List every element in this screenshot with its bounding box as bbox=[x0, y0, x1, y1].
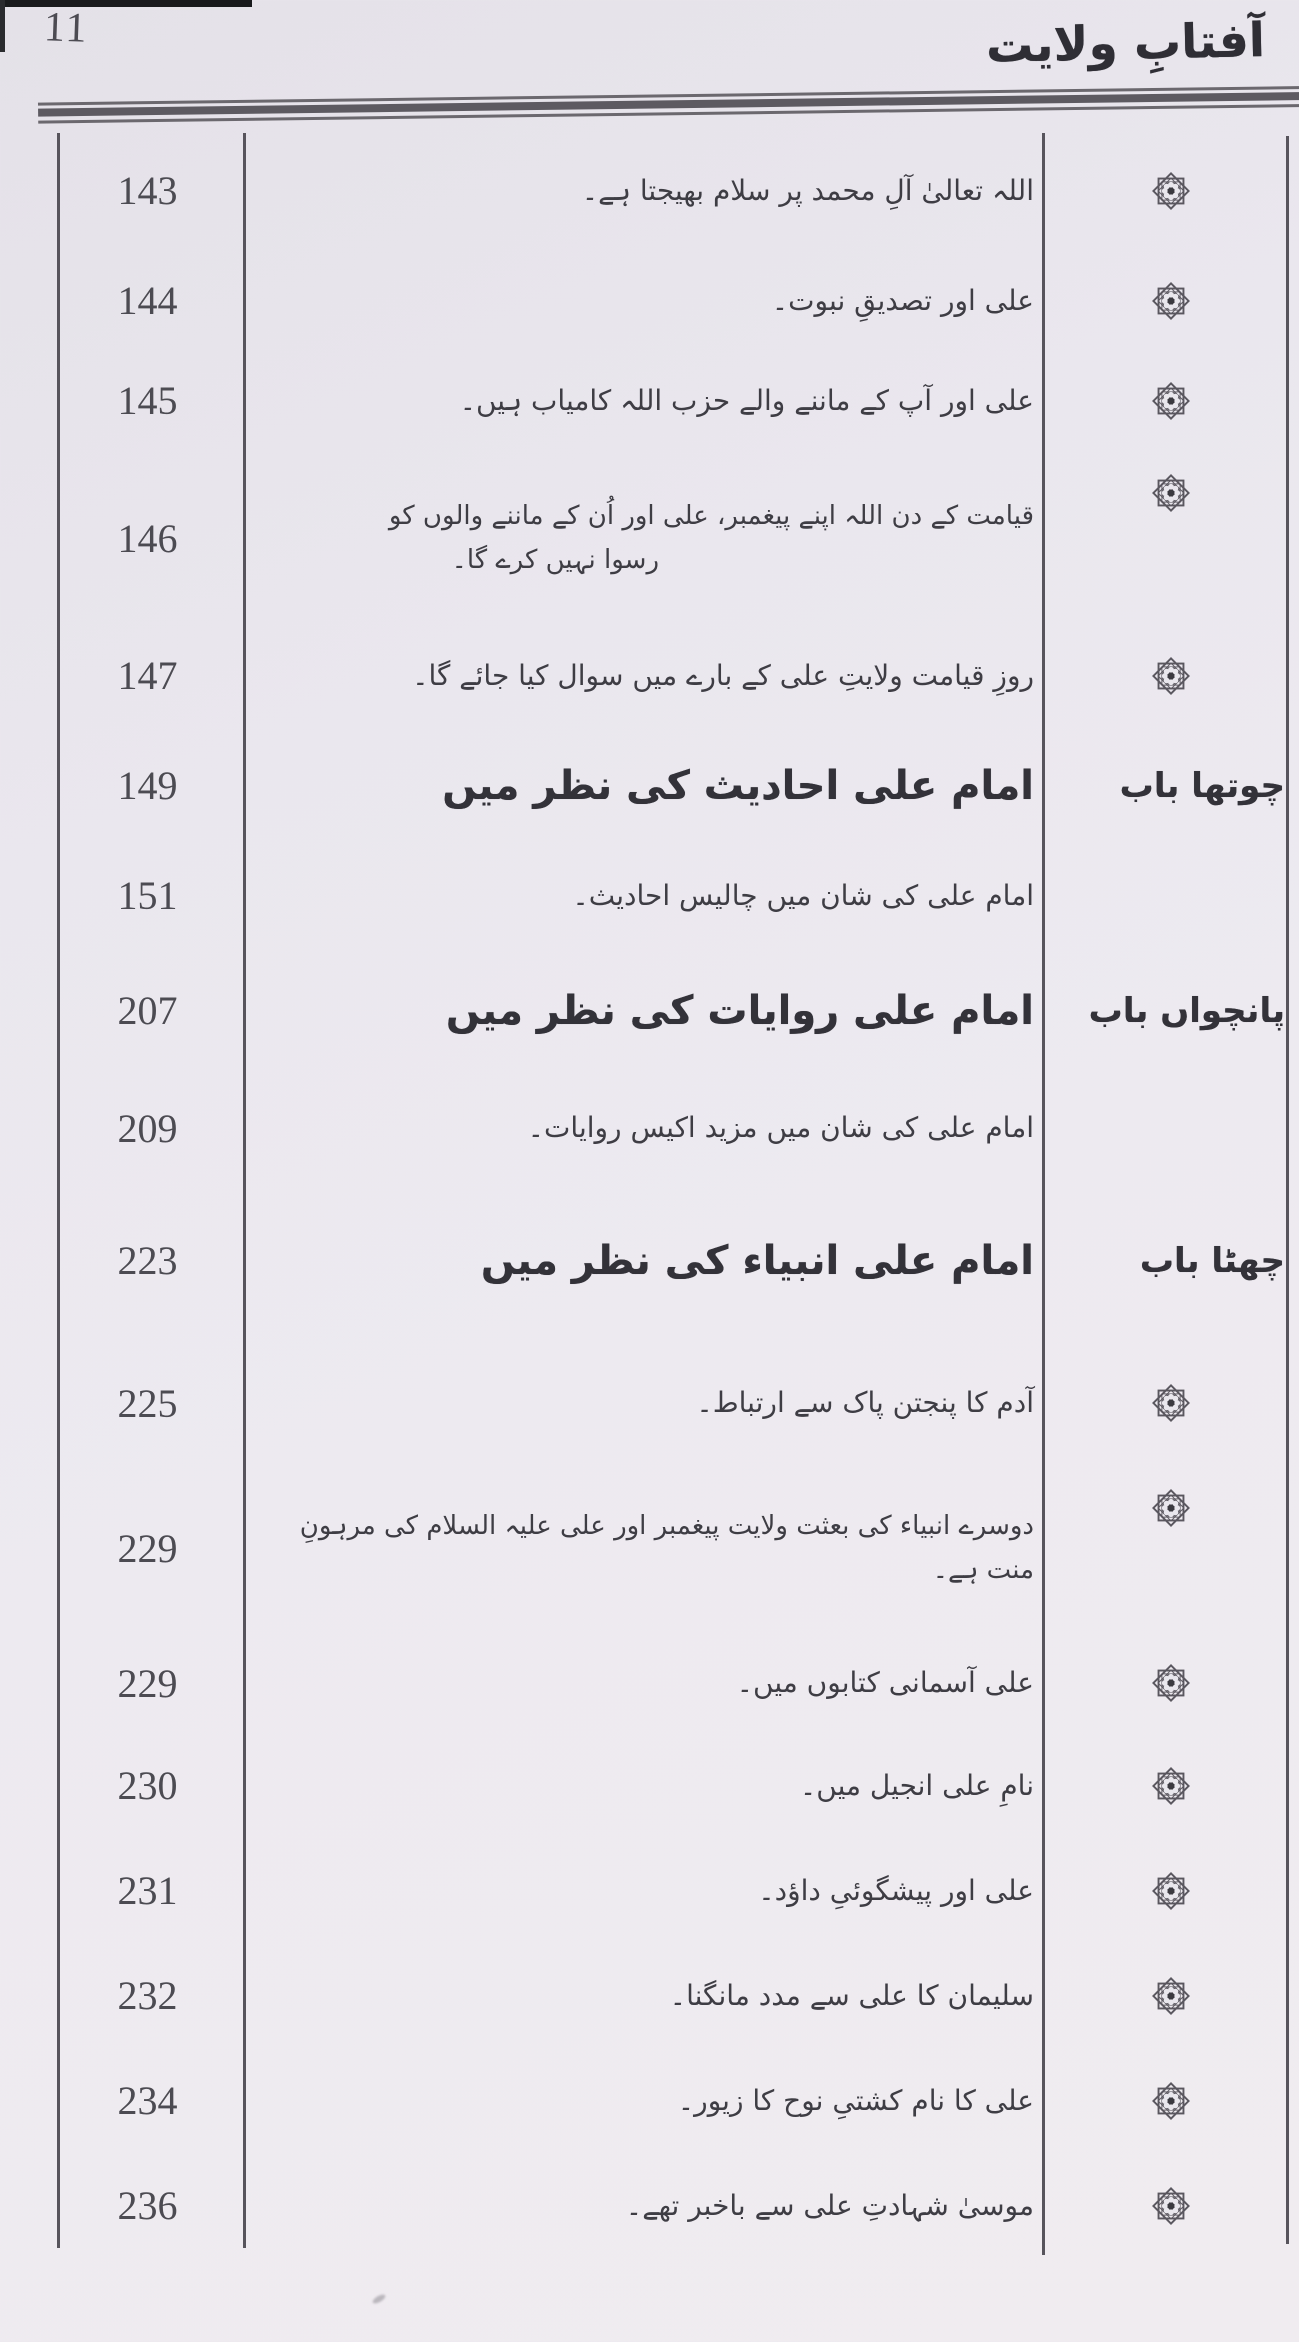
toc-page-number: 230 bbox=[117, 1763, 178, 1808]
toc-page-number: 144 bbox=[117, 278, 178, 323]
toc-entry-text: سلیمان کا علی سے مدد مانگنا۔ bbox=[669, 1978, 1034, 2012]
chapter-label: پانچواں باب bbox=[1088, 990, 1285, 1031]
toc-entry bbox=[243, 1343, 1042, 1463]
rosette-icon bbox=[1148, 1868, 1194, 1914]
toc-table bbox=[0, 133, 1299, 2258]
toc-entry-text: آدم کا پنجتن پاک سے ارتباط۔ bbox=[696, 1386, 1034, 1420]
toc-page-number: 146 bbox=[117, 515, 178, 561]
toc-entry-text: علی آسمانی کتابوں میں۔ bbox=[736, 1666, 1034, 1700]
table-row bbox=[0, 1463, 1299, 1633]
ornament-cell bbox=[1042, 248, 1299, 353]
toc-entry bbox=[243, 628, 1042, 723]
toc-page-number: 207 bbox=[117, 988, 178, 1033]
ornament-cell bbox=[1042, 848, 1299, 943]
toc-entry bbox=[243, 133, 1042, 248]
header-rule bbox=[38, 86, 1299, 124]
table-row bbox=[0, 1943, 1299, 2048]
table-row bbox=[0, 248, 1299, 353]
toc-entry-text: علی کا نام کشتیِ نوح کا زیور۔ bbox=[677, 2083, 1034, 2117]
toc-entry-text: قیامت کے دن اللہ اپنے پیغمبر، علی اور اُن کے ماننے والوں کو bbox=[388, 500, 1034, 531]
ornament-cell bbox=[1042, 448, 1299, 628]
toc-page-number: 223 bbox=[117, 1238, 178, 1283]
scan-edge-artifact-left bbox=[0, 0, 5, 52]
table-row bbox=[0, 353, 1299, 448]
toc-entry bbox=[243, 1178, 1042, 1343]
toc-page-number: 234 bbox=[117, 2078, 178, 2123]
table-row bbox=[0, 2153, 1299, 2258]
ornament-cell bbox=[1042, 1178, 1299, 1343]
toc-page-number: 143 bbox=[117, 168, 178, 213]
ornament-cell bbox=[1042, 1343, 1299, 1463]
ornament-cell bbox=[1042, 1463, 1299, 1633]
toc-page-number: 151 bbox=[117, 873, 178, 918]
ornament-cell bbox=[1042, 1943, 1299, 2048]
rosette-icon bbox=[1148, 1973, 1194, 2019]
book-title: آفتابِ ولایت bbox=[985, 13, 1266, 74]
scan-edge-artifact-top bbox=[0, 0, 252, 7]
table-row bbox=[0, 723, 1299, 848]
toc-page-number: 229 bbox=[117, 1660, 178, 1706]
table-row bbox=[0, 1733, 1299, 1838]
toc-entry bbox=[243, 353, 1042, 448]
table-row bbox=[0, 2048, 1299, 2153]
rosette-icon bbox=[1148, 278, 1194, 324]
table-row bbox=[0, 848, 1299, 943]
table-row bbox=[0, 1633, 1299, 1733]
scan-speck bbox=[371, 2293, 386, 2305]
ornament-cell bbox=[1042, 353, 1299, 448]
rosette-icon bbox=[1148, 168, 1194, 214]
toc-page-number: 232 bbox=[117, 1973, 178, 2018]
rosette-icon bbox=[1148, 2183, 1194, 2229]
toc-entry-text: روزِ قیامت ولایتِ علی کے بارے میں سوال کیا جائے گا۔ bbox=[412, 658, 1034, 692]
table-row bbox=[0, 1078, 1299, 1178]
toc-entry-text: امام علی کی شان میں چالیس احادیث۔ bbox=[572, 878, 1034, 912]
toc-entry-text: علی اور پیشگوئیِ داؤد۔ bbox=[758, 1873, 1034, 1907]
ornament-cell bbox=[1042, 723, 1299, 848]
toc-entry bbox=[243, 1463, 1042, 1633]
toc-page-number: 209 bbox=[117, 1105, 178, 1151]
toc-entry-text: نامِ علی انجیل میں۔ bbox=[799, 1768, 1034, 1802]
toc-page-number: 225 bbox=[117, 1380, 178, 1426]
toc-entry-text-continuation: منت ہے۔ bbox=[932, 1555, 1034, 1585]
toc-entry bbox=[243, 723, 1042, 848]
rosette-icon bbox=[1148, 1660, 1194, 1706]
toc-entry bbox=[243, 1733, 1042, 1838]
ornament-cell bbox=[1042, 943, 1299, 1078]
toc-entry bbox=[243, 943, 1042, 1078]
toc-entry bbox=[243, 1838, 1042, 1943]
toc-entry bbox=[243, 1943, 1042, 2048]
table-row bbox=[0, 1838, 1299, 1943]
rosette-icon bbox=[1148, 1763, 1194, 1809]
toc-page-number: 147 bbox=[117, 653, 178, 698]
ornament-cell bbox=[1042, 628, 1299, 723]
toc-entry bbox=[243, 448, 1042, 628]
rosette-icon bbox=[1148, 378, 1194, 424]
rosette-icon bbox=[1148, 653, 1194, 699]
table-row bbox=[0, 1343, 1299, 1463]
rosette-icon bbox=[1148, 1380, 1194, 1426]
toc-entry-text: امام علی احادیث کی نظر میں bbox=[442, 762, 1034, 809]
toc-entry bbox=[243, 1078, 1042, 1178]
table-row bbox=[0, 943, 1299, 1078]
page-number: 11 bbox=[43, 4, 90, 52]
ornament-cell bbox=[1042, 2048, 1299, 2153]
toc-entry-text: امام علی روایات کی نظر میں bbox=[445, 987, 1034, 1034]
ornament-cell bbox=[1042, 1633, 1299, 1733]
toc-entry-text: علی اور تصدیقِ نبوت۔ bbox=[771, 283, 1034, 317]
rosette-icon bbox=[1148, 2078, 1194, 2124]
ornament-cell bbox=[1042, 1733, 1299, 1838]
toc-entry-text: علی اور آپ کے ماننے والے حزب اللہ کامیاب ہیں۔ bbox=[459, 383, 1034, 417]
table-row bbox=[0, 1178, 1299, 1343]
table-row bbox=[0, 448, 1299, 628]
toc-entry bbox=[243, 2048, 1042, 2153]
toc-page-number: 149 bbox=[117, 763, 178, 808]
chapter-label: چھٹا باب bbox=[1139, 1240, 1285, 1281]
toc-entry-text-continuation: رسوا نہیں کرے گا۔ bbox=[451, 545, 659, 575]
ornament-cell bbox=[1042, 1838, 1299, 1943]
rosette-icon bbox=[1148, 470, 1194, 516]
toc-page-number: 229 bbox=[117, 1525, 178, 1571]
toc-entry-text: اللہ تعالیٰ آلِ محمد پر سلام بھیجتا ہے۔ bbox=[581, 173, 1034, 207]
ornament-cell bbox=[1042, 1078, 1299, 1178]
toc-page-number: 145 bbox=[117, 378, 178, 423]
toc-entry bbox=[243, 848, 1042, 943]
toc-entry-text: موسیٰ شہادتِ علی سے باخبر تھے۔ bbox=[625, 2188, 1034, 2222]
toc-entry bbox=[243, 248, 1042, 353]
toc-entry bbox=[243, 1633, 1042, 1733]
rosette-icon bbox=[1148, 1485, 1194, 1531]
toc-entry-text: امام علی کی شان میں مزید اکیس روایات۔ bbox=[527, 1111, 1034, 1145]
table-row bbox=[0, 133, 1299, 248]
toc-entry bbox=[243, 2153, 1042, 2258]
toc-page-number: 231 bbox=[117, 1868, 178, 1913]
toc-rows bbox=[0, 133, 1299, 2258]
toc-entry-text: دوسرے انبیاء کی بعثت ولایت پیغمبر اور علی علیہ السلام کی مرہونِ bbox=[299, 1510, 1034, 1541]
chapter-label: چوتھا باب bbox=[1119, 765, 1285, 806]
table-row bbox=[0, 628, 1299, 723]
ornament-cell bbox=[1042, 2153, 1299, 2258]
toc-entry-text: امام علی انبیاء کی نظر میں bbox=[480, 1237, 1034, 1284]
ornament-cell bbox=[1042, 133, 1299, 248]
toc-page-number: 236 bbox=[117, 2183, 178, 2228]
